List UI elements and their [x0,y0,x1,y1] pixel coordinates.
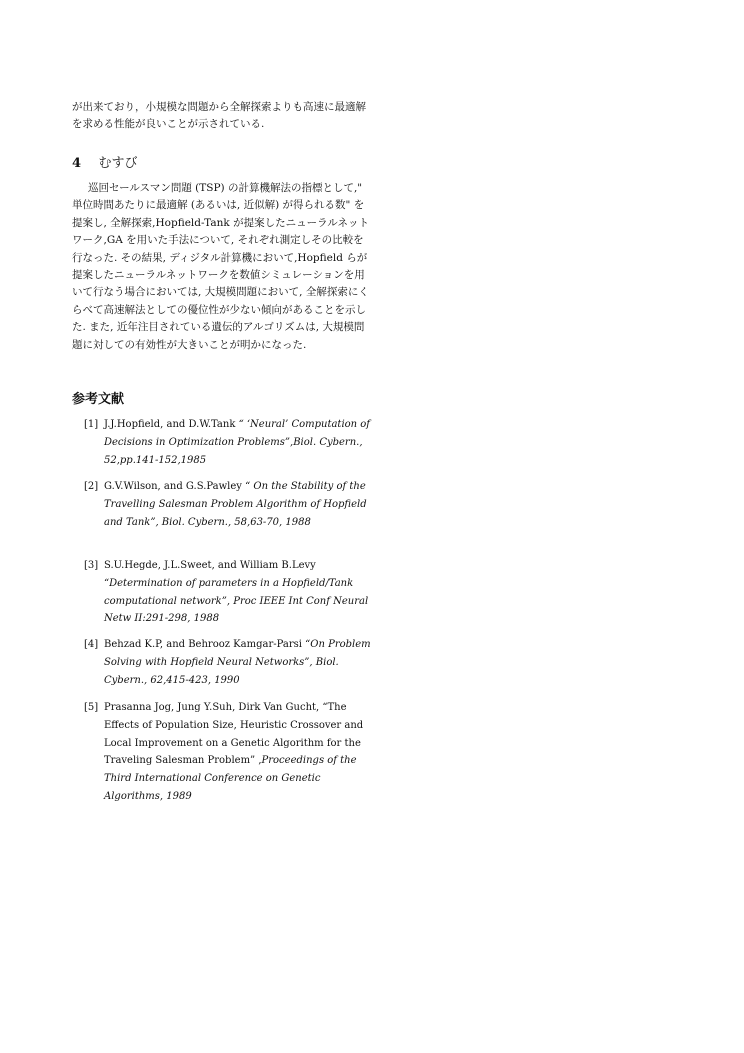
section-number: 4 [72,156,82,171]
reference-number: [5] [84,702,99,713]
reference-authors: S.U.Hegde, J.L.Sweet, and William B.Levy [104,560,316,571]
reference-item [84,416,372,469]
reference-citation: “Determination of parameters in a Hopfield/Tank computational network”, Proc IEEE Int Conf Neural Netw II:291-298, 1988 [104,577,369,625]
reference-number: [1] [84,419,99,430]
reference-citation: “On Problem Solving with Hopfield Neural Networks”, Biol. Cybern., 62,415-423, 1990 [104,639,371,686]
references-heading: 参考文献 [72,392,125,407]
reference-text [104,699,372,806]
intro-paragraph: が出来ており，小規模な問題から全解探索よりも高速に最適解を求める性能が良いことが示されている. [72,101,366,131]
reference-authors: G.V.Wilson, and G.S.Pawley [104,481,246,492]
reference-citation: “ On the Stability of the Travelling Salesman Problem Algorithm of Hopfield and Tank”, Biol. Cybern., 58,63-70, 1988 [104,481,367,528]
conclusion-paragraph: 巡回セールスマン問題 (TSP) の計算機解法の指標として," 単位時間あたりに最適解 (あるいは, 近似解) が得られる数" を提案し, 全解探索,Hopfield-Tank が提案したニューラルネットワーク,GA を用いた手法について, それぞれ測定しその比較を行なった. その結果, ディジタル計算機において,Hopfield らが提案したニューラルネットワークを数値シミュレーションを用いて行なう場合においては, 大規模問題において, 全解探索にくらべて高速解法としての優位性が少ない傾向があることを示した. また, 近年注目されている遺伝的アルゴリズムは, 大規模問題に対しての有効性が大きいことが明かになった. [72,182,369,351]
reference-number: [2] [84,481,99,492]
reference-text [104,636,372,689]
reference-item [84,557,372,628]
reference-citation: Proceedings of the Third International Conference on Genetic Algorithms, 1989 [104,755,357,802]
section-title: むすび [98,156,138,171]
reference-authors: J.J.Hopfield, and D.W.Tank [104,419,239,430]
section-heading [72,152,138,171]
reference-authors: Prasanna Jog, Jung Y.Suh, Dirk Van Gucht, “The Effects of Population Size, Heuristic Crossover and Local Improvement on a Genetic Algorithm for the Traveling Salesman Problem” , [104,702,364,767]
reference-number: [4] [84,639,99,650]
reference-item [84,478,372,531]
reference-text [104,416,372,469]
reference-text [104,557,372,628]
reference-citation: “ ‘Neural’ Computation of Decisions in Optimization Problems”,Biol. Cybern., 52,pp.141-152,1985 [104,419,371,466]
reference-item [84,699,372,806]
reference-authors: Behzad K.P, and Behrooz Kamgar-Parsi [104,639,306,650]
reference-item [84,636,372,689]
reference-text [104,478,372,531]
reference-number: [3] [84,560,99,571]
